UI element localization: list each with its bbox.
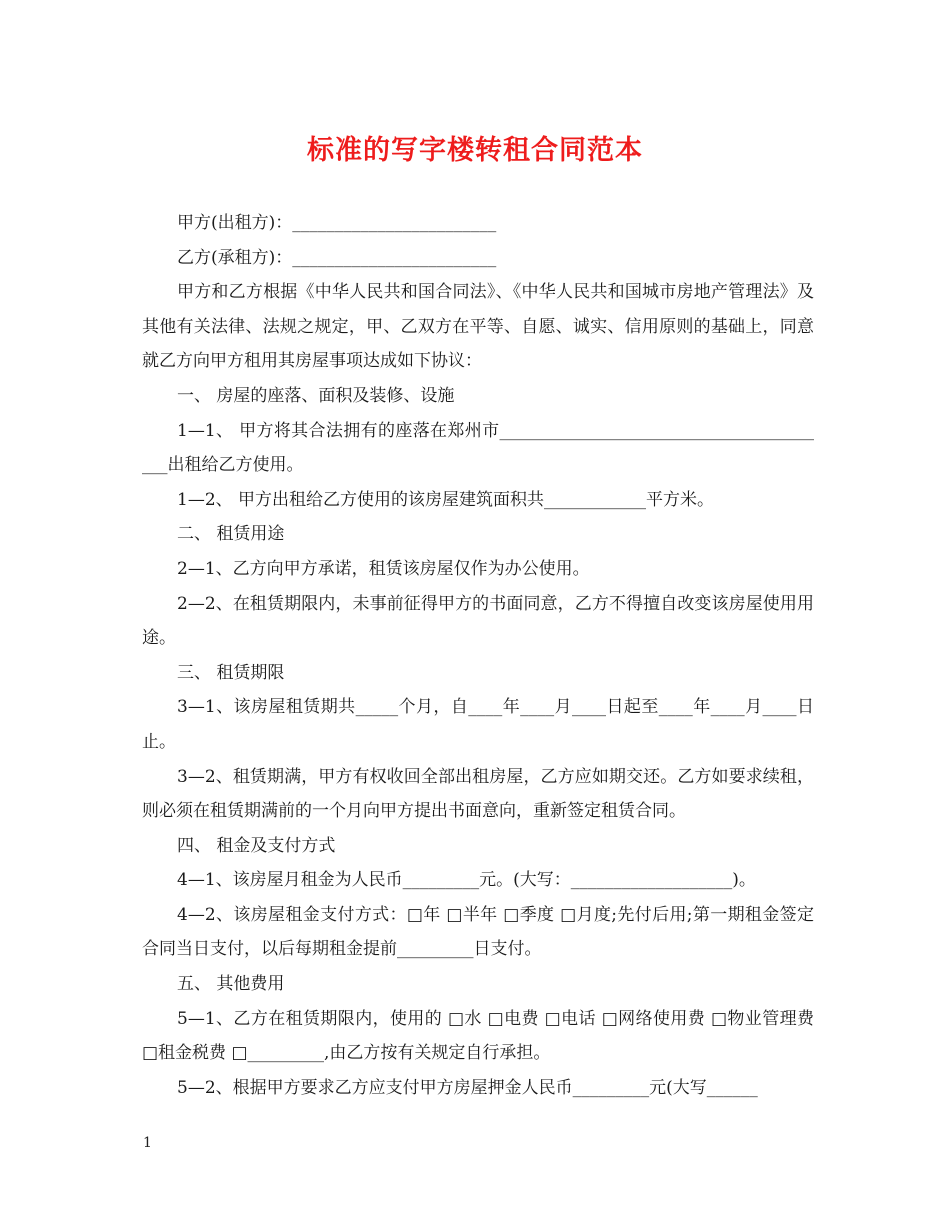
clause-4-1: 4—1、该房屋月租金为人民币_________元。(大写：___________________)。 bbox=[177, 870, 756, 891]
clause-5-1: 5—1、乙方在租赁期限内，使用的 □水 □电费 □电话 □网络使用费 □物业管理费 □租金税费 □_________,由乙方按有关规定自行承担。 bbox=[142, 1008, 814, 1064]
clause-4-2: 4—2、该房屋租金支付方式：□年 □半年 □季度 □月度;先付后用;第一期租金签定合同当日支付，以后每期租金提前_________日支付。 bbox=[142, 904, 814, 960]
section-heading-3: 三、 租赁期限 bbox=[177, 662, 285, 683]
clause-2-1: 2—1、乙方向甲方承诺，租赁该房屋仅作为办公使用。 bbox=[177, 558, 590, 579]
section-heading-1: 一、 房屋的座落、面积及装修、设施 bbox=[177, 385, 455, 406]
party-b-line: 乙方(承租方)：________________________ bbox=[177, 247, 497, 268]
clause-2-2: 2—2、在租赁期限内，未事前征得甲方的书面同意，乙方不得擅自改变该房屋使用用途。 bbox=[142, 593, 814, 649]
section-heading-5: 五、 其他费用 bbox=[177, 974, 285, 995]
clause-3-2: 3—2、租赁期满，甲方有权收回全部出租房屋，乙方应如期交还。乙方如要求续租，则必须在租赁期满前的一个月向甲方提出书面意向，重新签定租赁合同。 bbox=[142, 766, 814, 822]
document-title: 标准的写字楼转租合同范本 bbox=[307, 135, 643, 166]
clause-5-2: 5—2、根据甲方要求乙方应支付甲方房屋押金人民币_________元(大写______ bbox=[177, 1077, 758, 1098]
party-a-line: 甲方(出租方)：________________________ bbox=[177, 213, 497, 233]
clause-1-1: 1—1、 甲方将其合法拥有的座落在郑州市________________________________________出租给乙方使用。 bbox=[142, 420, 814, 476]
page-number: 1 bbox=[143, 1135, 152, 1151]
preamble-paragraph: 甲方和乙方根据《中华人民共和国合同法》、《中华人民共和国城市房地产管理法》及其他有关法律、法规之规定，甲、乙双方在平等、自愿、诚实、信用原则的基础上，同意就乙方向甲方租用其房屋事项达成如下协议： bbox=[142, 282, 814, 372]
clause-3-1: 3—1、该房屋租赁期共_____个月，自____年____月____日起至____年____月____日止。 bbox=[142, 697, 814, 752]
section-heading-2: 二、 租赁用途 bbox=[177, 524, 285, 545]
document-body bbox=[142, 206, 814, 1105]
section-heading-4: 四、 租金及支付方式 bbox=[177, 835, 336, 856]
clause-1-2: 1—2、 甲方出租给乙方使用的该房屋建筑面积共____________平方米。 bbox=[177, 489, 715, 510]
